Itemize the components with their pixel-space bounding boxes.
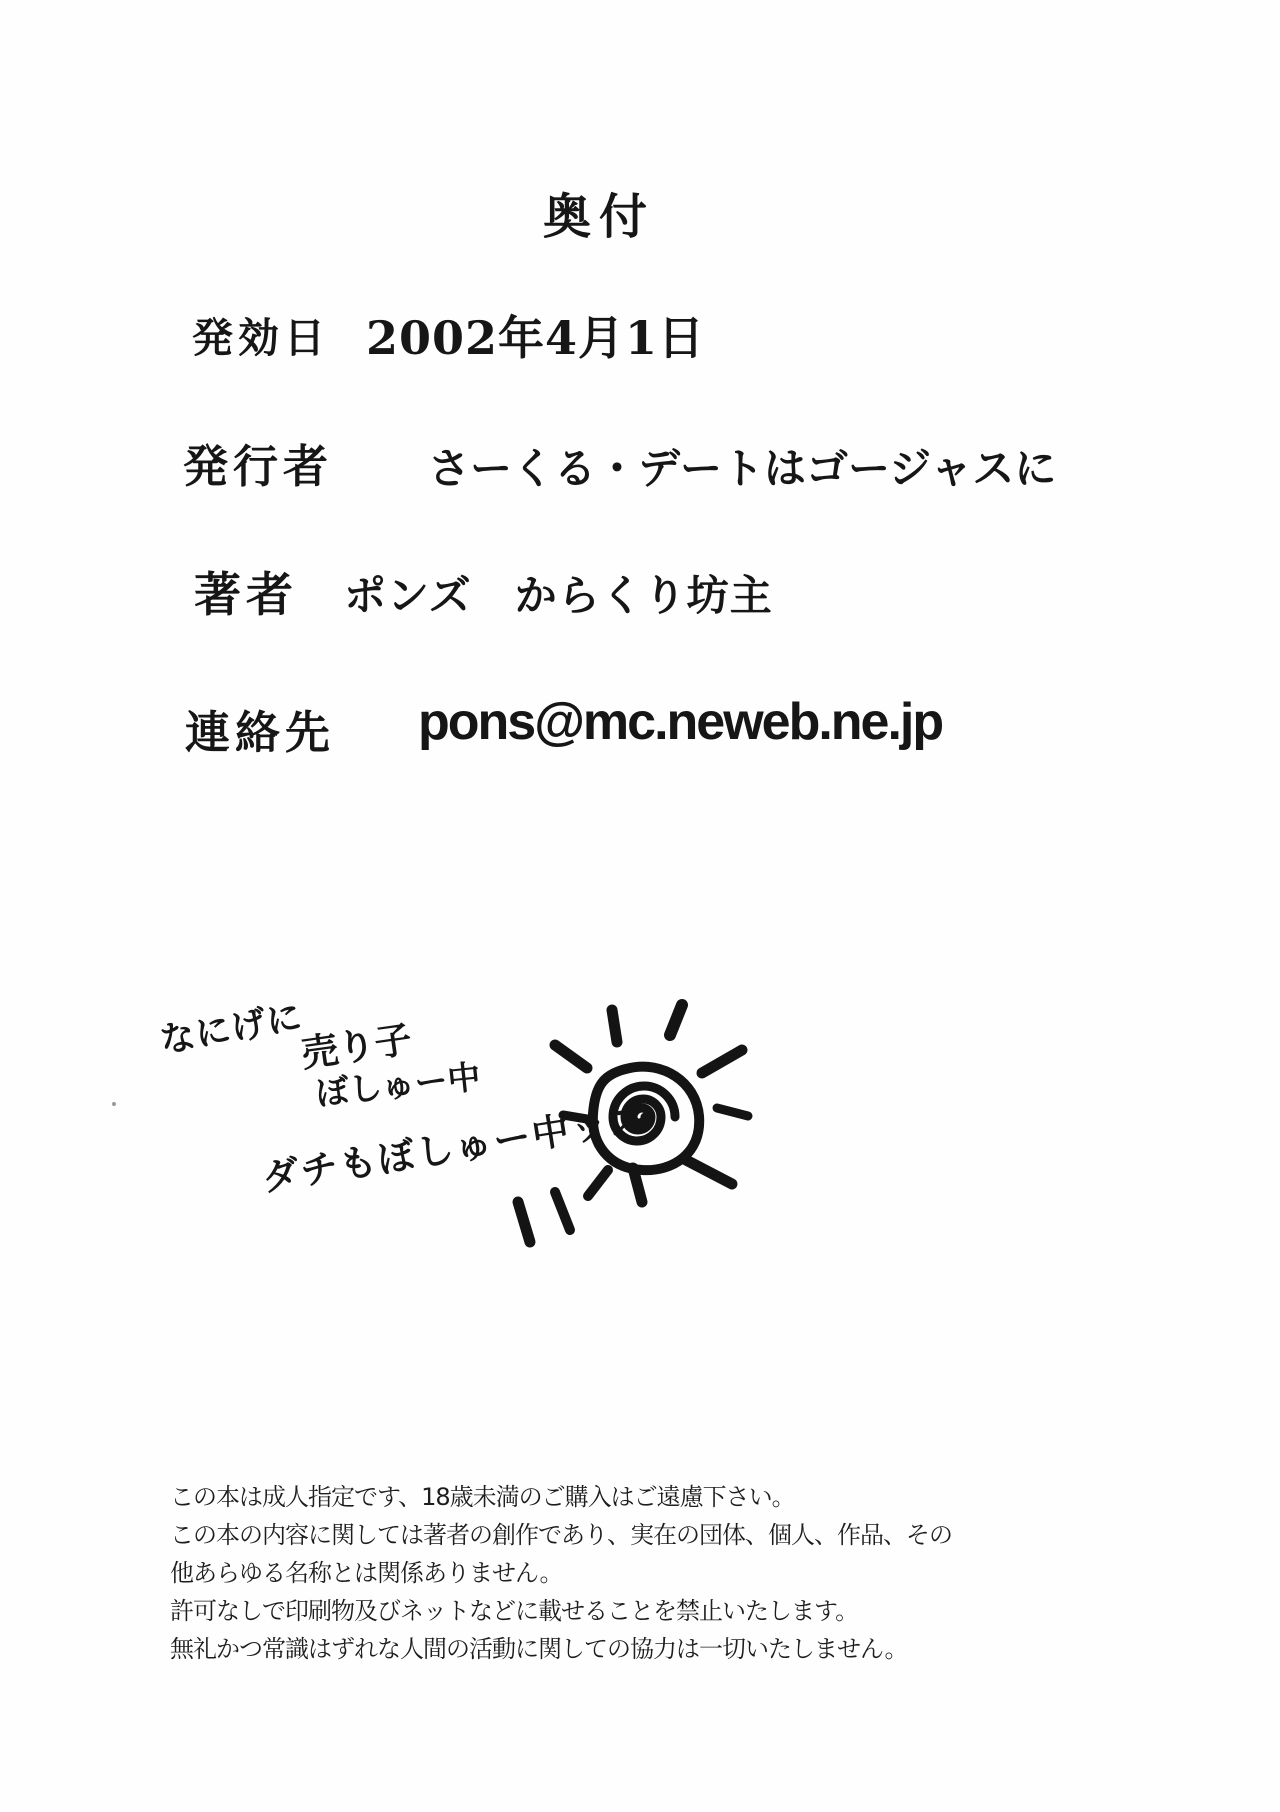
disclaimer-line-1: この本は成人指定です、18歳未満のご購入はご遠慮下さい。: [170, 1483, 795, 1511]
disclaimer-line-5: 無礼かつ常識はずれな人間の活動に関しての協力は一切いたしません。: [170, 1635, 908, 1663]
disclaimer-line-3: 他あらゆる名称とは関係ありません。: [170, 1559, 563, 1587]
contact-email-value: pons@mc.neweb.ne.jp: [418, 693, 943, 751]
page-title: 奥付: [543, 189, 656, 245]
contact-label: 連絡先: [185, 706, 336, 759]
issue-date-label: 発効日: [192, 314, 330, 362]
handwritten-note-4: ダチもぼしゅー中ッス: [259, 1096, 652, 1200]
authors-label: 著者: [194, 568, 298, 623]
publisher-value: さーくる・デートはゴージャスに: [428, 444, 1057, 493]
disclaimer-block: [170, 1478, 1050, 1668]
ink-speck: [112, 1102, 116, 1106]
handwritten-note-2: 売り子: [298, 1017, 415, 1076]
authors-value: ポンズ からくり坊主: [344, 571, 773, 620]
publisher-label: 発行者: [183, 440, 334, 493]
issue-date-value: 2002年4月1日: [366, 311, 706, 365]
sun-doodle-icon: [470, 980, 770, 1260]
handwritten-note-3: ぼしゅー中: [314, 1056, 483, 1113]
handwritten-note-1: なにげに: [157, 997, 306, 1062]
disclaimer-line-4: 許可なしで印刷物及びネットなどに載せることを禁止いたします。: [170, 1597, 859, 1625]
disclaimer-line-2: この本の内容に関しては著者の創作であり、実在の団体、個人、作品、その: [170, 1521, 952, 1549]
